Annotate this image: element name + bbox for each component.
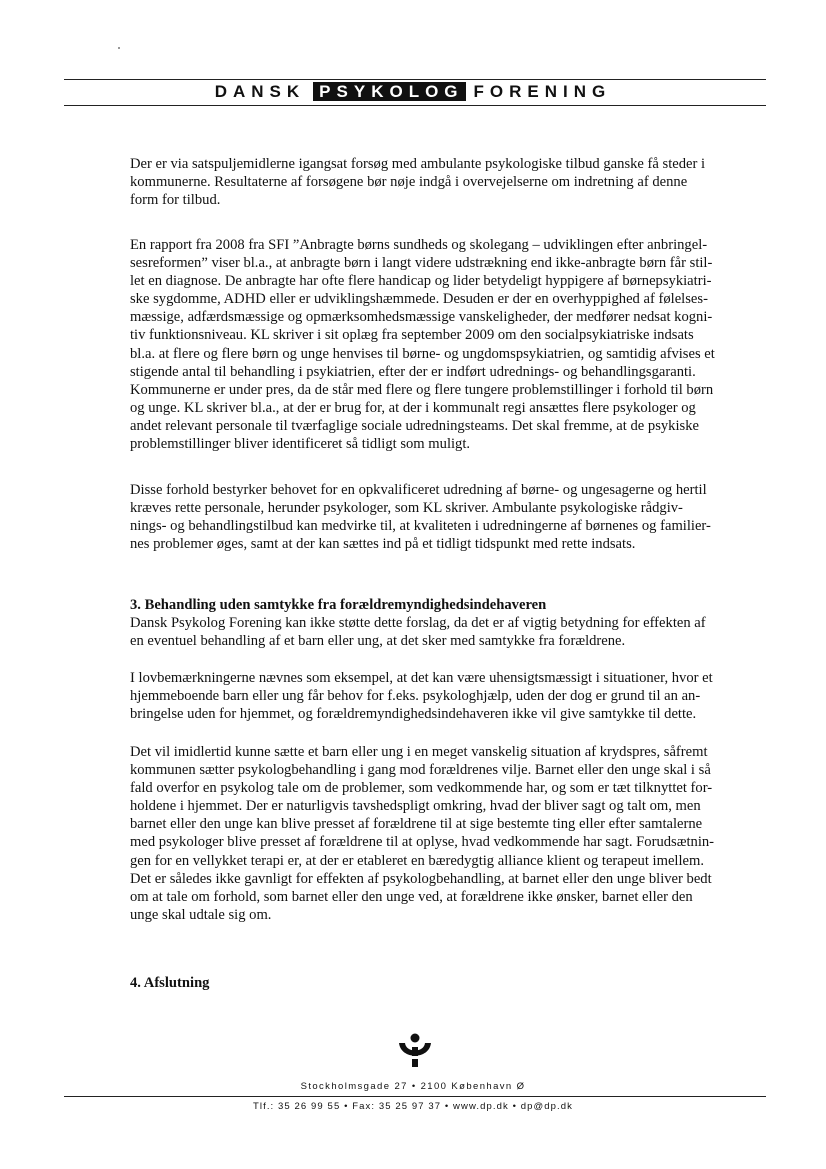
text-line: unge skal udtale sig om.	[130, 906, 272, 923]
text-line: med psykologer blive presset af forældrene til at oplyse, hvad vedkommende har sagt. Forudsætnin-	[130, 834, 715, 851]
text-line: barnet eller den unge kan blive presset af forældrene til at sige bestemte ting eller efter samtalerne	[130, 816, 703, 833]
paragraph	[130, 974, 770, 992]
letterhead-forening: FORENING	[473, 82, 612, 101]
letterhead-dansk: DANSK	[214, 82, 306, 101]
text-line: holdene i hjemmet. Der er naturligvis tavshedspligt omkring, hvad der bliver sagt og talt om, men	[130, 798, 701, 815]
paragraph	[130, 669, 770, 723]
text-line: form for tilbud.	[130, 192, 221, 209]
text-line: sesreformen” viser bl.a., at anbragte børn i langt videre udstrækning end ikke-anbragte børn får stil-	[130, 255, 713, 272]
header-bottom-rule	[64, 105, 766, 106]
text-line: om at tale om forhold, som barnet eller den unge ved, at forældrene ikke ønsker, barnet eller den	[130, 888, 693, 905]
footer-rule	[64, 1096, 766, 1097]
text-line: let en diagnose. De anbragte har ofte flere handicap og lider betydeligt hyppigere af børnepsykiatri-	[130, 273, 712, 290]
text-line: ske sygdomme, ADHD eller er udviklingshæmmede. Desuden er der en overhyppighed af følelses-	[130, 291, 708, 308]
text-line: nes problemer øges, samt at der kan sættes ind på et tidligt tidspunkt med rette indsats.	[130, 536, 636, 553]
paragraph	[130, 155, 770, 209]
letterhead-psykolog: PSYKOLOG	[313, 82, 465, 101]
text-line: En rapport fra 2008 fra SFI ”Anbragte børns sundheds og skolegang – udviklingen efter anbringel-	[130, 237, 708, 253]
text-line: Disse forhold bestyrker behovet for en opkvalificeret udredning af børne- og ungesagerne og hertil	[130, 482, 707, 498]
footer-contact: Tlf.: 35 26 99 55 • Fax: 35 25 97 37 • www.dp.dk • dp@dp.dk	[252, 1101, 574, 1112]
text-line: og unge. KL skriver bl.a., at der er brug for, at der i kommunalt regi ansættes flere psykologer og	[130, 399, 696, 416]
dp-logo-icon	[395, 1030, 435, 1070]
text-line: en eventuel behandling af et barn eller ung, at det sker med samtykke fra forældrene.	[130, 633, 626, 650]
header-top-rule	[64, 79, 766, 80]
text-line: problemstillinger bliver identificeret så tidligt som muligt.	[130, 436, 471, 453]
text-line: fald overfor en psykolog tale om de problemer, som vedkommende har, og som er tæt tilknyttet for-	[130, 780, 713, 797]
text-line: kommunen sætter psykologbehandling i gang mod forældrenes vilje. Barnet eller den unge skal i så	[130, 762, 711, 779]
text-line: Det vil imidlertid kunne sætte et barn eller ung i en meget vanskelig situation af krydspres, såfremt	[130, 744, 708, 760]
text-line: tiv funktionsniveau. KL skriver i sit oplæg fra september 2009 om den socialpsykiatriske indsats	[130, 327, 694, 344]
text-line: Det er således ikke gavnligt for effekten af psykologbehandling, at barnet eller den unge bliver bedt	[130, 870, 712, 887]
text-line: I lovbemærkningerne nævnes som eksempel, at det kan være uhensigtsmæssigt i situationer, hvor et	[130, 670, 713, 686]
text-line: stigende antal til behandling i psykiatrien, efter der er indført udrednings- og behandlingsgaranti.	[130, 363, 696, 380]
text-line: kræves rette personale, herunder psykologer, som KL skriver. Ambulante psykologiske rådgiv-	[130, 500, 683, 517]
text-line: gen for en vellykket terapi er, at der er etableret en bæredygtig alliance klient og terapeut imellem.	[130, 852, 705, 869]
text-line: mæssige, adfærdsmæssige og opmærksomhedsmæssige vanskeligheder, der medfører nedsat kogni-	[130, 309, 713, 326]
text-line: Dansk Psykolog Forening kan ikke støtte dette forslag, da det er af vigtig betydning for effekten af	[130, 615, 706, 632]
paragraph	[130, 743, 770, 924]
text-line: kommunerne. Resultaterne af forsøgene bør nøje indgå i overvejelserne om indretning af denne	[130, 174, 688, 191]
text-line: Kommunerne er under pres, da de står med flere og flere tungere problemstillinger i forhold til børn	[130, 381, 714, 398]
text-line: bringelse uden for hjemmet, og forældremyndighedsindehaveren ikke vil give samtykke til dette.	[130, 706, 697, 723]
text-line: nings- og behandlingstilbud kan medvirke til, at kvaliteten i udredningerne af børnenes og familier-	[130, 518, 711, 535]
section-heading: 4. Afslutning	[130, 975, 210, 991]
paragraph	[130, 596, 770, 650]
section-heading: 3. Behandling uden samtykke fra forældremyndighedsindehaveren	[130, 597, 547, 613]
letterhead	[0, 82, 826, 102]
text-line: bl.a. at flere og flere børn og unge henvises til børne- og ungdomspsykiatrien, og samtidig afvises et	[130, 345, 715, 362]
paragraph	[130, 481, 770, 553]
text-line: andet relevant personale til tværfaglige sociale udredningsteams. Det skal fremme, at de psykiske	[130, 417, 699, 434]
text-line: Der er via satspuljemidlerne igangsat forsøg med ambulante psykologiske tilbud ganske få steder i	[130, 156, 706, 172]
scan-speck	[118, 47, 120, 49]
paragraph	[130, 236, 770, 453]
footer-address: Stockholmsgade 27 • 2100 København Ø	[300, 1081, 526, 1092]
text-line: hjemmeboende barn eller ung får behov for f.eks. psykologhjælp, uden der dog er grund til an an-	[130, 688, 701, 705]
